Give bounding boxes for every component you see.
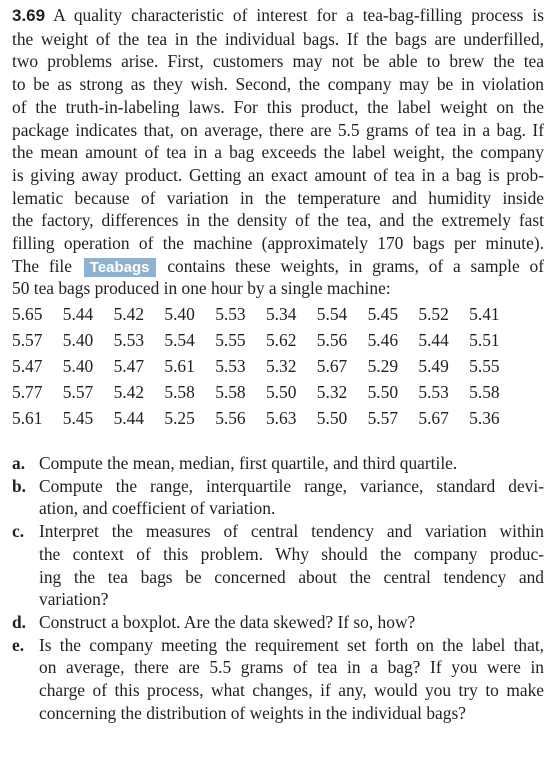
table-cell: 5.40 (164, 304, 195, 325)
question-item (12, 452, 544, 475)
question-line: ation, and coefficient of variation. (39, 498, 276, 519)
problem-line-9: the factory, differences in the density of the tea, and the extremely fast (12, 210, 544, 231)
table-cell: 5.42 (113, 381, 145, 402)
question-line: Construct a boxplot. Are the data skewed? If so, how? (39, 611, 416, 632)
table-cell: 5.62 (265, 330, 297, 351)
question-line: Compute the mean, median, first quartile, and third quartile. (39, 453, 458, 473)
table-cell: 5.53 (418, 381, 449, 402)
question-line: Compute the range, interquartile range, variance, standard devi- (39, 475, 544, 496)
table-cell: 5.61 (12, 407, 43, 428)
table-row (12, 405, 520, 431)
question-item (12, 634, 544, 725)
table-cell: 5.57 (367, 407, 399, 428)
table-cell: 5.47 (12, 355, 43, 376)
table-cell: 5.44 (62, 304, 94, 325)
question-label: b. (12, 475, 27, 496)
problem-line-2: two problems arise. First, customers may not be able to brew the tea (12, 51, 544, 72)
problem-line-7: is giving away product. Getting an exact amount of tea in a bag is prob- (12, 164, 544, 185)
table-cell: 5.56 (316, 330, 348, 351)
table-cell: 5.45 (367, 304, 399, 325)
problem-line-5: package indicates that, on average, there are 5.5 grams of tea in a bag. If (12, 119, 544, 140)
table-cell: 5.52 (418, 304, 449, 325)
problem-line-10: filling operation of the machine (approximately 170 bags per minute). (12, 233, 544, 254)
table-cell: 5.54 (316, 304, 348, 325)
table-cell: 5.47 (113, 355, 145, 376)
question-line: charge of this process, what changes, if any, would you try to make (39, 680, 544, 701)
table-cell: 5.61 (164, 355, 195, 376)
question-label: c. (12, 521, 25, 542)
table-cell: 5.65 (12, 304, 43, 325)
table-cell: 5.25 (164, 407, 195, 428)
table-cell: 5.57 (12, 330, 43, 351)
table-cell: 5.55 (215, 330, 246, 351)
table-cell: 5.44 (418, 330, 449, 351)
table-cell: 5.44 (113, 407, 145, 428)
question-label: e. (12, 634, 25, 655)
table-cell: 5.40 (62, 355, 94, 376)
table-cell: 5.51 (469, 330, 500, 351)
question-line: the context of this problem. Why should the company produc- (39, 543, 544, 564)
table-cell: 5.67 (418, 407, 449, 428)
table-cell: 5.29 (367, 355, 399, 376)
problem-file-line: The file Teabags contains these weights, in grams, of a sample of (12, 255, 544, 276)
table-cell: 5.40 (62, 330, 94, 351)
problem-line-6: the mean amount of tea in a bag exceeds the label weight, the company (12, 142, 544, 163)
table-cell: 5.42 (113, 304, 145, 325)
weights-data-body (12, 302, 520, 431)
table-cell: 5.34 (265, 304, 297, 325)
problem-line-0: 3.69 A quality characteristic of interest for a tea-bag-filling process is (12, 5, 545, 25)
table-row (12, 328, 520, 354)
table-row (12, 379, 520, 405)
table-cell: 5.45 (62, 407, 94, 428)
table-cell: 5.50 (265, 381, 297, 402)
question-list (12, 452, 544, 724)
table-cell: 5.55 (469, 355, 500, 376)
table-cell: 5.53 (215, 355, 246, 376)
table-cell: 5.53 (113, 330, 145, 351)
table-cell: 5.57 (62, 381, 94, 402)
weights-data-table (12, 302, 520, 431)
problem-line-1: the weight of the tea in the individual bags. If the bags are underfilled, (12, 28, 544, 49)
problem-paragraph (12, 4, 544, 300)
table-cell: 5.36 (469, 407, 500, 428)
question-item (12, 520, 544, 611)
table-cell: 5.77 (12, 381, 43, 402)
table-cell: 5.32 (316, 381, 348, 402)
question-line: variation? (39, 589, 109, 610)
question-line: concerning the distribution of weights in the individual bags? (39, 702, 466, 723)
problem-statement (12, 4, 544, 300)
table-cell: 5.56 (215, 407, 246, 428)
question-line: ing the tea bags be concerned about the central tendency and (39, 566, 544, 587)
table-cell: 5.58 (469, 381, 500, 402)
table-cell: 5.32 (265, 355, 297, 376)
table-cell: 5.50 (316, 407, 348, 428)
table-row (12, 354, 520, 380)
table-cell: 5.41 (469, 304, 500, 325)
problem-line-3: to be as strong as they wish. Second, the company may be in violation (12, 74, 544, 95)
table-cell: 5.63 (265, 407, 297, 428)
question-line: Interpret the measures of central tendency and variation within (39, 521, 544, 542)
table-cell: 5.54 (164, 330, 195, 351)
question-item (12, 611, 544, 634)
problem-line-8: lematic because of variation in the temperature and humidity inside (12, 187, 544, 208)
question-line: Is the company meeting the requirement set forth on the label that, (39, 634, 544, 655)
file-name-badge[interactable]: Teabags (84, 258, 156, 277)
problem-last-line: 50 tea bags produced in one hour by a single machine: (12, 278, 391, 299)
table-cell: 5.58 (215, 381, 246, 402)
table-row (12, 302, 520, 328)
problem-line-4: of the truth-in-labeling laws. For this product, the label weight on the (12, 96, 544, 117)
question-label: d. (12, 611, 27, 632)
table-cell: 5.49 (418, 355, 449, 376)
question-item (12, 475, 544, 520)
question-label: a. (12, 453, 26, 473)
table-cell: 5.58 (164, 381, 195, 402)
table-cell: 5.50 (367, 381, 399, 402)
table-cell: 5.67 (316, 355, 348, 376)
problem-number: 3.69 (12, 6, 46, 25)
question-line: on average, there are 5.5 grams of tea in a bag? If you were in (39, 657, 544, 678)
table-cell: 5.53 (215, 304, 246, 325)
table-cell: 5.46 (367, 330, 399, 351)
